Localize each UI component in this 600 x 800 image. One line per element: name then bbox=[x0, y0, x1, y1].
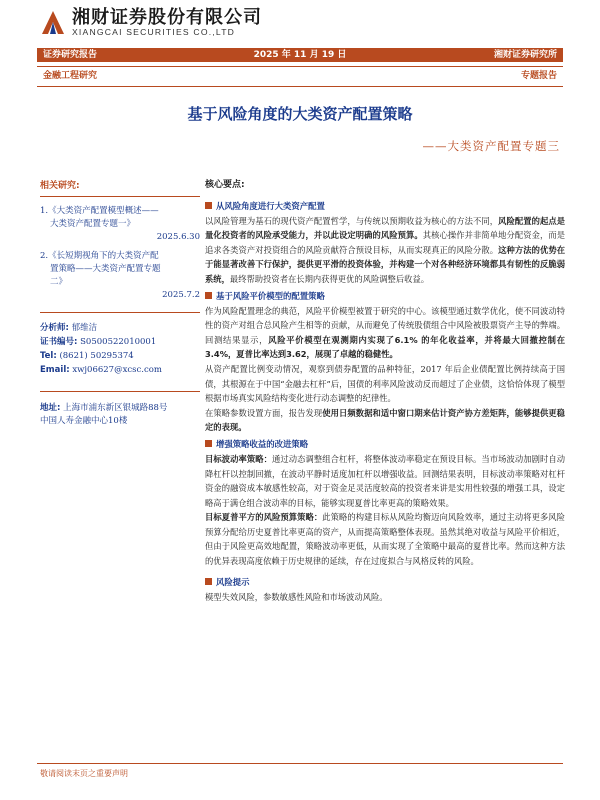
header-bar bbox=[37, 48, 563, 62]
address: 地址: 上海市浦东新区银城路88号 中国人寿金融中心10楼 bbox=[40, 403, 168, 426]
research-category: 金融工程研究 bbox=[43, 71, 98, 81]
company-logo bbox=[40, 6, 262, 40]
header-subrow bbox=[37, 69, 563, 83]
sidebar bbox=[40, 178, 200, 428]
analyst: 分析师: 郁维洁 bbox=[40, 323, 98, 333]
section-bullet-icon bbox=[205, 578, 212, 585]
institute-name: 湘财证券研究所 bbox=[493, 50, 557, 60]
header-divider bbox=[37, 66, 563, 67]
email[interactable]: Email: xwj06627@xcsc.com bbox=[40, 365, 162, 375]
report-title: 基于风险角度的大类资产配置策略 bbox=[187, 105, 413, 123]
sidebar-rule bbox=[40, 312, 200, 313]
section-enhancement: 增强策略收益的改进策略 目标波动率策略：通过动态调整组合杠杆，将整体波动率稳定在预设目标。当市场波动加剧时自动降杠杆以控制回撤，在波动平静时适度加杠杆以增强收益。回测结果表明，目标波动率策略对杠杆资金的融资成本敏感性较高，对于资金足灵活度较高的投资者来讲是实用性较强的增强工具，设定略高于满仓组合波动率的目标，能够实现夏普比率更高的策略效果。 目标夏普平方的风险预算策略：此策略的构建目标从风险均衡迈向风险效率，通过主动将更多风险预算分配给历史夏普比率更高的资产，从而提高策略整体表现。虽然其绝对收益与风险平价相近，但由于风险更高效地配置，策略波动率更低，从而实现了全策略中最高的夏普比率。然而这种方法的优异表现高度依赖于历史规律的延续，存在过度拟合与风格反转的风险。 bbox=[205, 438, 565, 567]
report-type: 证券研究报告 bbox=[43, 50, 98, 60]
section-risk-warning: 风险提示 模型失效风险，参数敏感性风险和市场波动风险。 bbox=[205, 576, 388, 602]
section-risk-parity: 基于风险平价模型的配置策略 作为风险配置理念的典范，风险平价模型被置于研究的中心。该模型通过数学优化，使不同波动特性的资产对组合总风险产生相等的贡献，从而避免了传统股债组合中风险被股票资产主导的弊端。回测结果显示，风险平价模型在观测期内实现了6.1% 的年化收益率，并将最大回撤控制在3.4%，夏普比率达到3.62，展现了卓越的稳健性。 从资产配置比例变动情况，观察到债券配置的品种特征，2017 年后企业债配置比例持续高于国债，其根源在于中国“金融去杠杆”后，国债的利率风险波动反而超过了企业债，这恰恰体现了模型根据市场真实风险结构变化进行动态调整的纪律性。 在策略参数设置方面，报告发现使用日频数据和适中窗口期来估计资产协方差矩阵，能够提供更稳定的表现。 bbox=[205, 290, 565, 433]
key-points-heading: 核心要点: bbox=[205, 180, 245, 190]
report-kind: 专题报告 bbox=[520, 71, 557, 81]
sidebar-rule bbox=[40, 196, 200, 197]
section-risk-allocation: 从风险角度进行大类资产配置 以风险管理为基石的现代资产配置哲学，与传统以预期收益为核心的方法不同，风险配置的起点是量化投资者的风险承受能力，并以此设定明确的风险预算。其核心操作并非简单地分配资金，而是追求各类资产对投资组合的风险贡献符合预设目标，从而实现真正的风险分散。这种方法的优势在于能显著改善下行保护，提供更平滑的投资体验，并构建一个对各种经济环境都具有韧性的反脆弱系统，最终帮助投资者在长期内获得更优的风险调整后收益。 bbox=[205, 200, 565, 284]
related-research-heading: 相关研究: bbox=[40, 181, 80, 191]
report-subtitle: ——大类资产配置专题三 bbox=[422, 139, 560, 153]
report-date: 2025 年 11 月 19 日 bbox=[253, 50, 347, 60]
section-bullet-icon bbox=[205, 440, 212, 447]
footer-disclaimer[interactable]: 敬请阅读末页之重要声明 bbox=[40, 769, 128, 778]
header-divider-2 bbox=[37, 86, 563, 87]
footer-divider bbox=[37, 763, 563, 764]
related-item[interactable]: 1.《大类资产配置模型概述—— 大类资产配置专题一》 2025.6.30 bbox=[40, 206, 200, 242]
section-bullet-icon bbox=[205, 202, 212, 209]
company-name-en: XIANGCAI SECURITIES CO.,LTD bbox=[72, 27, 236, 37]
related-item[interactable]: 2.《长短期视角下的大类资产配 置策略——大类资产配置专题 二》 2025.7.2 bbox=[40, 251, 200, 300]
telephone: Tel: (8621) 50295374 bbox=[40, 351, 134, 361]
section-bullet-icon bbox=[205, 292, 212, 299]
company-name-cn: 湘财证券股份有限公司 bbox=[72, 7, 262, 28]
main-content bbox=[205, 178, 565, 604]
cert-number: 证书编号: S0500522010001 bbox=[40, 337, 157, 347]
xiangcai-logo-icon bbox=[40, 10, 66, 36]
sidebar-rule bbox=[40, 391, 200, 392]
